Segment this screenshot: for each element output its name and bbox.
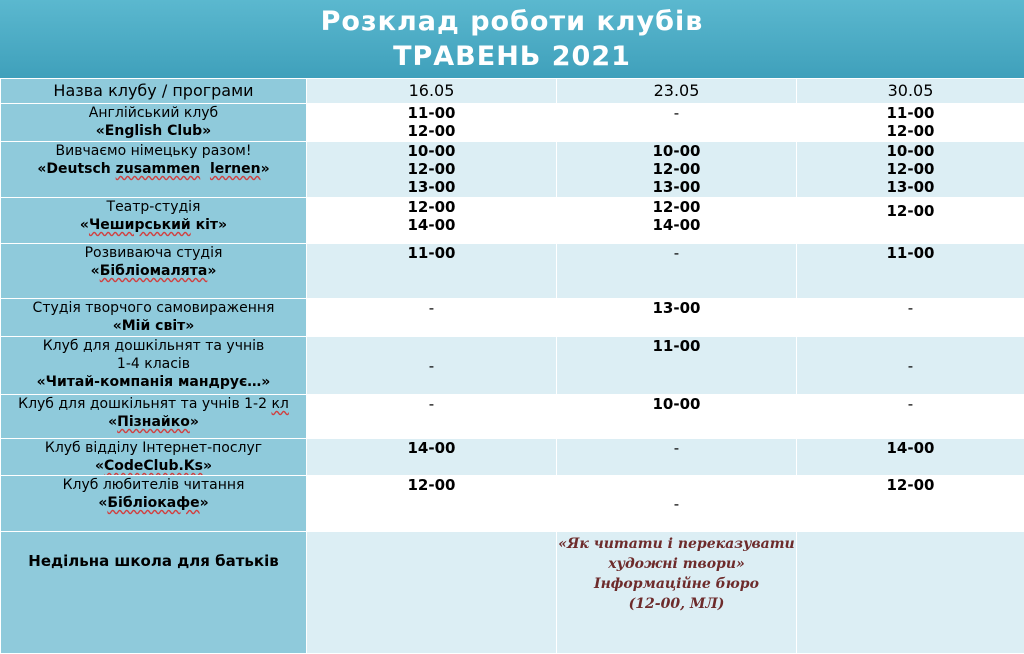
- schedule-cell: [307, 395, 557, 439]
- time-value: -: [797, 395, 1024, 413]
- schedule-cell: [797, 439, 1024, 476]
- time-value: 13-00: [557, 299, 796, 317]
- schedule-cell: [307, 142, 557, 198]
- time-value: 12-00: [307, 476, 556, 494]
- table-row: [1, 476, 1024, 532]
- column-header-date: 23.05: [557, 79, 797, 104]
- time-value: 10-00: [797, 142, 1024, 160]
- time-value: 14-00: [307, 216, 556, 234]
- time-value: 13-00: [307, 178, 556, 196]
- club-cell: [1, 142, 307, 198]
- time-value: -: [557, 104, 796, 122]
- schedule-table: [0, 78, 1024, 654]
- schedule-cell: [307, 198, 557, 244]
- time-value: 11-00: [797, 244, 1024, 262]
- schedule-cell: [307, 104, 557, 142]
- club-cell: [1, 532, 307, 654]
- club-cell: [1, 439, 307, 476]
- time-value: -: [557, 495, 796, 513]
- column-header-club: Назва клубу / програми: [1, 79, 307, 104]
- time-value: 10-00: [557, 142, 796, 160]
- time-value: 11-00: [307, 104, 556, 122]
- title-line-1: Розклад роботи клубів: [0, 5, 1024, 39]
- table-row: [1, 142, 1024, 198]
- event-cell: [557, 532, 797, 654]
- time-value: 10-00: [307, 142, 556, 160]
- title-line-2: ТРАВЕНЬ 2021: [0, 40, 1024, 74]
- table-row: [1, 337, 1024, 395]
- club-description: Клуб для дошкільнят та учнів 1-2 кл: [1, 395, 306, 413]
- time-value: 12-00: [797, 476, 1024, 494]
- time-value: -: [557, 439, 796, 457]
- schedule-cell: [307, 476, 557, 532]
- schedule-cell: [797, 142, 1024, 198]
- schedule-cell: [797, 476, 1024, 532]
- club-description: Клуб відділу Інтернет-послуг: [1, 439, 306, 457]
- schedule-cell: [557, 395, 797, 439]
- club-cell: [1, 395, 307, 439]
- schedule-cell: [797, 244, 1024, 299]
- schedule-cell: [557, 244, 797, 299]
- club-name: «Бібліокафе»: [1, 494, 306, 512]
- title-banner: [0, 0, 1024, 78]
- club-name: «Читай-компанія мандрує…»: [1, 373, 306, 391]
- schedule-cell: [797, 337, 1024, 395]
- club-name: «English Club»: [1, 122, 306, 140]
- time-value: -: [557, 244, 796, 262]
- schedule-cell: [557, 198, 797, 244]
- event-time: (12-00, МЛ): [557, 594, 796, 614]
- time-value: 11-00: [307, 244, 556, 262]
- time-value: 12-00: [797, 202, 1024, 220]
- table-row: [1, 395, 1024, 439]
- time-value: 11-00: [557, 337, 796, 355]
- club-cell: [1, 476, 307, 532]
- time-value: 12-00: [557, 160, 796, 178]
- schedule-cell: [557, 104, 797, 142]
- table-row: [1, 244, 1024, 299]
- table-row: [1, 439, 1024, 476]
- club-cell: [1, 104, 307, 142]
- event-title: художні твори»: [557, 554, 796, 574]
- time-value: 13-00: [557, 178, 796, 196]
- schedule-cell: [307, 244, 557, 299]
- schedule-cell: [797, 299, 1024, 337]
- club-name: «Бібліомалята»: [1, 262, 306, 280]
- club-description: 1-4 класів: [1, 355, 306, 373]
- club-name: «Deutsch zusammen lernen»: [1, 160, 306, 178]
- schedule-cell: [557, 439, 797, 476]
- time-value: 14-00: [797, 439, 1024, 457]
- table-row: [1, 104, 1024, 142]
- time-value: 14-00: [557, 216, 796, 234]
- club-description: Театр-студія: [1, 198, 306, 216]
- schedule-cell: [557, 476, 797, 532]
- time-value: 12-00: [797, 160, 1024, 178]
- schedule-cell: [797, 104, 1024, 142]
- time-value: 12-00: [307, 122, 556, 140]
- club-name: «Чеширський кіт»: [1, 216, 306, 234]
- club-description: Розвиваюча студія: [1, 244, 306, 262]
- time-value: 11-00: [797, 104, 1024, 122]
- club-description: Англійський клуб: [1, 104, 306, 122]
- table-header-row: [1, 79, 1024, 104]
- schedule-cell: [557, 299, 797, 337]
- club-cell: [1, 244, 307, 299]
- club-description: Вивчаємо німецьку разом!: [1, 142, 306, 160]
- club-cell: [1, 337, 307, 395]
- time-value: 14-00: [307, 439, 556, 457]
- time-value: -: [307, 299, 556, 317]
- time-value: -: [797, 299, 1024, 317]
- schedule-cell: [557, 142, 797, 198]
- time-value: -: [307, 395, 556, 413]
- time-value: 12-00: [557, 198, 796, 216]
- time-value: 12-00: [797, 122, 1024, 140]
- schedule-cell: [307, 337, 557, 395]
- table-row: [1, 532, 1024, 654]
- time-value: 12-00: [307, 160, 556, 178]
- schedule-cell: [797, 198, 1024, 244]
- event-title: «Як читати і переказувати: [557, 534, 796, 554]
- club-description: Клуб для дошкільнят та учнів: [1, 337, 306, 355]
- time-value: -: [797, 357, 1024, 375]
- time-value: 10-00: [557, 395, 796, 413]
- club-name: «Пізнайко»: [1, 413, 306, 431]
- club-cell: [1, 198, 307, 244]
- column-header-date: 30.05: [797, 79, 1024, 104]
- event-organizer: Інформаційне бюро: [557, 574, 796, 594]
- schedule-cell: [307, 439, 557, 476]
- time-value: 12-00: [307, 198, 556, 216]
- time-value: -: [307, 357, 556, 375]
- club-name: «CodeClub.Ks»: [1, 457, 306, 475]
- column-header-date: 16.05: [307, 79, 557, 104]
- club-name: Недільна школа для батьків: [1, 552, 306, 570]
- club-name: «Мій світ»: [1, 317, 306, 335]
- schedule-cell: [307, 532, 557, 654]
- table-row: [1, 299, 1024, 337]
- club-description: Студія творчого самовираження: [1, 299, 306, 317]
- club-cell: [1, 299, 307, 337]
- schedule-cell: [797, 532, 1024, 654]
- time-value: 13-00: [797, 178, 1024, 196]
- schedule-cell: [557, 337, 797, 395]
- schedule-cell: [307, 299, 557, 337]
- table-row: [1, 198, 1024, 244]
- schedule-cell: [797, 395, 1024, 439]
- club-description: Клуб любителів читання: [1, 476, 306, 494]
